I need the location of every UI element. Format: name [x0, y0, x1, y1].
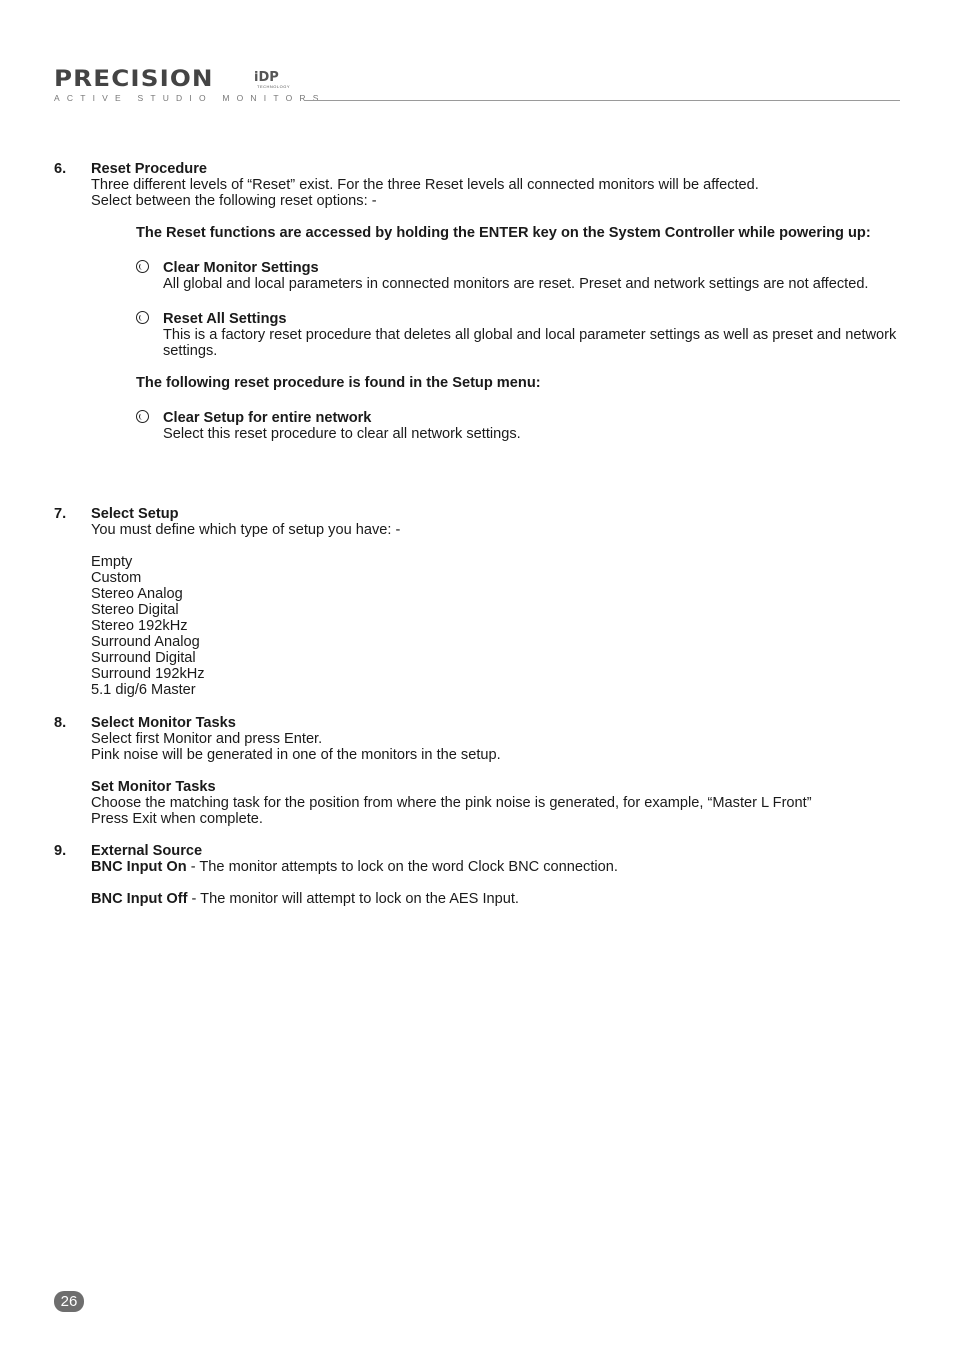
section-number: 9.	[54, 843, 67, 859]
header-divider	[304, 100, 900, 101]
paragraph: Press Exit when complete.	[91, 811, 263, 827]
section-title: Select Setup	[91, 506, 179, 522]
bnc-off-text: - The monitor will attempt to lock on the AES Input.	[187, 891, 519, 907]
option-description: Select this reset procedure to clear all network settings.	[163, 426, 521, 442]
brand-tagline: ACTIVE STUDIO MONITORS	[54, 93, 326, 103]
bnc-on-text: - The monitor attempts to lock on the word Clock BNC connection.	[186, 859, 618, 875]
reset-option-clear-monitor	[136, 260, 900, 292]
reset-option-clear-setup	[136, 410, 900, 442]
paragraph: You must define which type of setup you have: -	[91, 522, 401, 538]
option-title: Reset All Settings	[163, 311, 287, 327]
bnc-input-on-line	[91, 859, 900, 875]
setup-option: Surround Analog	[91, 634, 200, 650]
setup-option: Surround Digital	[91, 650, 196, 666]
paragraph: Choose the matching task for the position from where the pink noise is generated, for example, “Master L Front”	[91, 795, 812, 811]
setup-option: 5.1 dig/6 Master	[91, 682, 196, 698]
paragraph: Pink noise will be generated in one of the monitors in the setup.	[91, 747, 501, 763]
option-title: Clear Monitor Settings	[163, 260, 319, 276]
page-header	[54, 68, 900, 108]
section-number: 6.	[54, 161, 67, 177]
reset-option-reset-all	[136, 311, 900, 359]
page-number-badge: 26	[54, 1291, 84, 1312]
setup-option: Surround 192kHz	[91, 666, 205, 682]
bnc-off-label: BNC Input Off	[91, 891, 188, 907]
setup-option: Custom	[91, 570, 142, 586]
setup-option: Stereo 192kHz	[91, 618, 188, 634]
setup-option: Stereo Analog	[91, 586, 183, 602]
paragraph: Select first Monitor and press Enter.	[91, 731, 323, 747]
idp-logo-subtext: TECHNOLOGY	[257, 84, 291, 89]
paragraph: Three different levels of “Reset” exist. For the three Reset levels all connected monitors will be affected.	[91, 177, 759, 193]
section-title: External Source	[91, 843, 203, 859]
setup-note: The following reset procedure is found in the Setup menu:	[136, 375, 541, 391]
option-title: Clear Setup for entire network	[163, 410, 372, 426]
reset-bullet-icon	[136, 311, 149, 324]
bnc-input-off-line	[91, 891, 900, 907]
section-title: Reset Procedure	[91, 161, 207, 177]
reset-bullet-icon	[136, 260, 149, 273]
section-title: Select Monitor Tasks	[91, 715, 236, 731]
access-note: The Reset functions are accessed by holding the ENTER key on the System Controller while powering up:	[136, 225, 871, 241]
section-number: 7.	[54, 506, 67, 522]
subsection-title: Set Monitor Tasks	[91, 779, 216, 795]
option-description: This is a factory reset procedure that deletes all global and local parameter settings as well as preset and network settings.	[163, 327, 897, 359]
reset-bullet-icon	[136, 410, 149, 423]
brand-logo: PRECISION	[54, 67, 214, 92]
section-number: 8.	[54, 715, 67, 731]
setup-option: Empty	[91, 554, 133, 570]
bnc-on-label: BNC Input On	[91, 859, 187, 875]
paragraph: Select between the following reset options: -	[91, 193, 377, 209]
setup-option: Stereo Digital	[91, 602, 179, 618]
option-description: All global and local parameters in connected monitors are reset. Preset and network settings are not affected.	[163, 276, 869, 292]
idp-logo: iDP	[254, 70, 279, 85]
